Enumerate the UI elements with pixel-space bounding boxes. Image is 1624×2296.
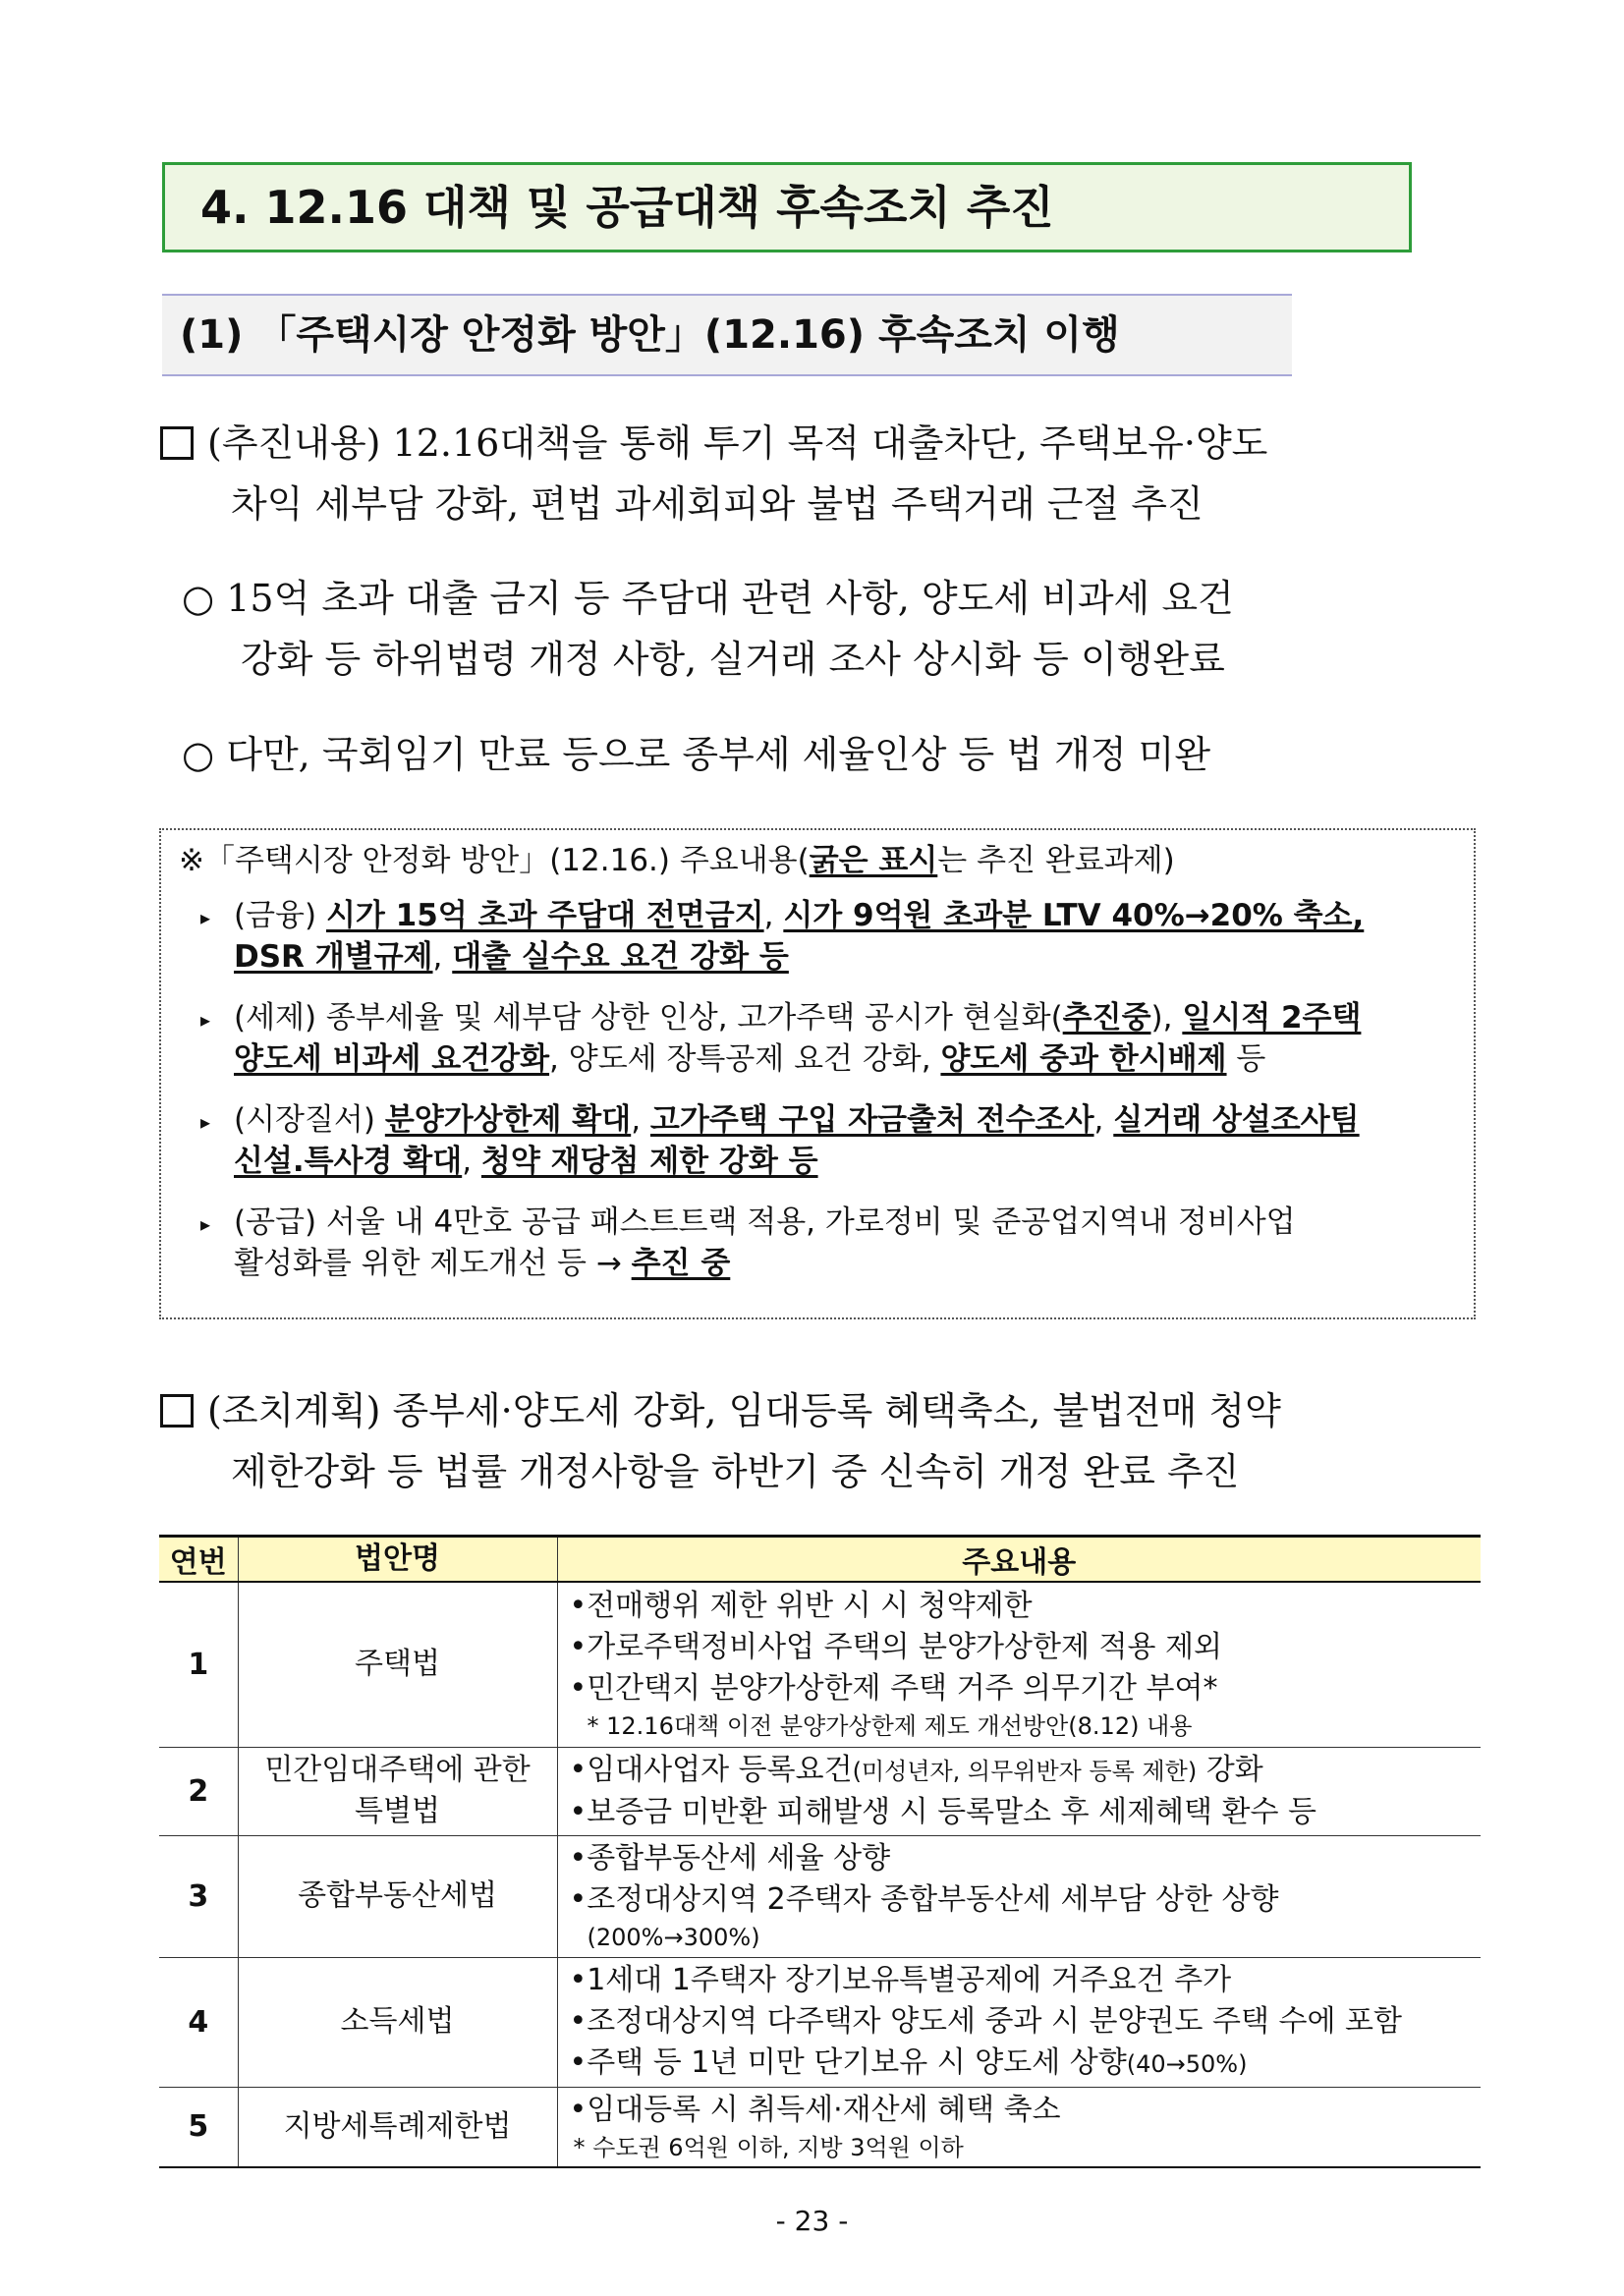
row-detail-line: •민간택지 분양가상한제 주택 거주 의무기간 부여*	[569, 1671, 1218, 1707]
note-tax-a: (세제) 종부세율 및 세부담 상한 인상, 고가주택 공시가 현실화(	[234, 1000, 1063, 1036]
checkbox-square-icon	[160, 1394, 194, 1428]
bullet1-line2: 강화 등 하위법령 개정 사항, 실거래 조사 상시화 등 이행완료	[241, 638, 1225, 681]
table-row	[159, 1747, 1481, 1835]
note-fin-u1: 시가 15억 초과 주담대 전면금지	[325, 898, 764, 933]
note-sup-a: (공급) 서울 내 4만호 공급 패스트트랙 적용, 가로정비 및 준공업지역내 정비사업	[234, 1204, 1296, 1240]
note-mkt-u1: 분양가상한제 확대	[384, 1102, 632, 1138]
triangle-bullet-icon: ▸	[200, 1212, 211, 1236]
row-law: 종합부동산세법	[238, 1835, 557, 1957]
note-tax-c: ),	[1150, 1000, 1183, 1036]
circle-bullet-icon: ○	[182, 733, 227, 776]
note-head-a: ※「주택시장 안정화 방안」(12.16.) 주요내용(	[179, 843, 810, 878]
row-details	[557, 1582, 1481, 1747]
note-tax-u2: 양도세 비과세 요건강화	[234, 1041, 550, 1077]
item-promotion-content	[160, 413, 1267, 534]
row-detail-note: (200%→300%)	[587, 1924, 760, 1951]
note-head-b: 는 추진 완료과제)	[937, 843, 1175, 878]
row-detail-part: •주택 등 1년 미만 단기보유 시 양도세 상향	[569, 2044, 1127, 2080]
note-tax-u1: 일시적 2주택	[1182, 1000, 1362, 1036]
page-number: - 23 -	[775, 2205, 849, 2237]
bullet1-line1: 15억 초과 대출 금지 등 주담대 관련 사항, 양도세 비과세 요건	[226, 577, 1234, 620]
row-no: 2	[159, 1747, 238, 1835]
table-row	[159, 1582, 1481, 1747]
row-detail-part: 강화	[1197, 1752, 1263, 1787]
item-action-plan	[160, 1380, 1281, 1502]
note-tax-b: 추진중	[1062, 1000, 1151, 1036]
row-law: 주택법	[238, 1582, 557, 1747]
item1-line2: 차익 세부담 강화, 편법 과세회피와 불법 주택거래 근절 추진	[231, 482, 1204, 526]
note-fin-u2: 시가 9억원 초과분 LTV 40%→20% 축소,	[783, 898, 1365, 933]
note-item-finance	[179, 895, 1456, 978]
row-details	[557, 1835, 1481, 1957]
header-no: 연번	[159, 1537, 238, 1583]
note-box	[159, 828, 1476, 1319]
triangle-bullet-icon: ▸	[200, 906, 211, 929]
row-no: 5	[159, 2087, 238, 2167]
row-law-line: 민간임대주택에 관한	[264, 1753, 531, 1787]
row-detail-line: •전매행위 제한 위반 시 시 청약제한	[569, 1589, 1033, 1624]
row-law: 소득세법	[238, 1957, 557, 2087]
note-mkt-sep1: ,	[631, 1102, 650, 1138]
row-law	[238, 1747, 557, 1835]
row-no: 4	[159, 1957, 238, 2087]
table-row	[159, 1835, 1481, 1957]
note-fin-u3: DSR 개별규제	[234, 939, 433, 975]
note-mkt-sep3: ,	[462, 1144, 481, 1179]
subsection-title: (1) 「주택시장 안정화 방안」(12.16) 후속조치 이행	[162, 294, 1292, 376]
note-mkt-u5: 청약 재당첨 제한 강화 등	[480, 1144, 818, 1179]
row-law-line: 특별법	[355, 1794, 440, 1828]
note-head-bold: 굵은 표시	[809, 843, 938, 878]
row-detail-line: •보증금 미반환 피해발생 시 등록말소 후 세제혜택 환수 등	[569, 1794, 1317, 1829]
note-item-tax	[179, 997, 1456, 1080]
row-law: 지방세특례제한법	[238, 2087, 557, 2167]
note-head	[179, 840, 1456, 881]
note-item-market	[179, 1099, 1456, 1182]
note-item-supply	[179, 1202, 1456, 1284]
header-law: 법안명	[238, 1537, 557, 1583]
row-details	[557, 1747, 1481, 1835]
row-detail-small: (40→50%)	[1126, 2049, 1248, 2078]
table-row	[159, 1957, 1481, 2087]
row-detail-line: •조정대상지역 2주택자 종합부동산세 세부담 상한 상향	[569, 1882, 1279, 1917]
note-fin-u4: 대출 실수요 요건 강화 등	[452, 939, 789, 975]
item1-line1: (추진내용) 12.16대책을 통해 투기 목적 대출차단, 주택보유·양도	[207, 421, 1268, 465]
row-no: 1	[159, 1582, 238, 1747]
triangle-bullet-icon: ▸	[200, 1008, 211, 1032]
row-details	[557, 2087, 1481, 2167]
row-detail-part: •임대사업자 등록요건	[569, 1752, 853, 1787]
section-title: 4. 12.16 대책 및 공급대책 후속조치 추진	[162, 162, 1412, 252]
table-header-row	[159, 1537, 1481, 1583]
row-detail-line: •1세대 1주택자 장기보유특별공제에 거주요건 추가	[569, 1962, 1232, 1997]
bullet-incomplete	[182, 724, 1210, 785]
note-fin-a: (금융)	[234, 898, 326, 933]
note-sup-b: 활성화를 위한 제도개선 등 →	[234, 1246, 632, 1281]
circle-bullet-icon: ○	[182, 577, 227, 620]
note-fin-sep1: ,	[763, 898, 784, 933]
bullet2-text: 다만, 국회임기 만료 등으로 종부세 세율인상 등 법 개정 미완	[226, 733, 1211, 776]
row-detail-small: (미성년자, 의무위반자 등록 제한)	[852, 1757, 1198, 1785]
note-sup-u: 추진 중	[631, 1246, 731, 1281]
row-no: 3	[159, 1835, 238, 1957]
note-tax-u3: 양도세 중과 한시배제	[940, 1041, 1227, 1077]
note-mkt-u4: 신설.특사경 확대	[234, 1144, 463, 1179]
row-detail-line: •가로주택정비사업 주택의 분양가상한제 적용 제외	[569, 1630, 1222, 1665]
row-detail-line: •임대등록 시 취득세·재산세 혜택 축소	[569, 2092, 1061, 2127]
table-row	[159, 2087, 1481, 2167]
triangle-bullet-icon: ▸	[200, 1110, 211, 1134]
header-details: 주요내용	[557, 1537, 1481, 1583]
bullet-completed	[182, 568, 1234, 690]
row-detail-line: •종합부동산세 세율 상향	[569, 1841, 891, 1876]
law-table	[159, 1535, 1481, 2168]
checkbox-square-icon	[160, 426, 194, 460]
note-mkt-sep2: ,	[1093, 1102, 1114, 1138]
note-mkt-u2: 고가주택 구입 자금출처 전수조사	[649, 1102, 1094, 1138]
row-detail-note: * 수도권 6억원 이하, 지방 3억원 이하	[573, 2133, 964, 2161]
note-tax-e: 등	[1226, 1041, 1266, 1077]
note-fin-sep2: ,	[432, 939, 453, 975]
row-detail-line: •조정대상지역 다주택자 양도세 중과 시 분양권도 주택 수에 포함	[569, 2003, 1402, 2039]
item2-line2: 제한강화 등 법률 개정사항을 하반기 중 신속히 개정 완료 추진	[231, 1450, 1240, 1493]
note-tax-d: , 양도세 장특공제 요건 강화,	[549, 1041, 941, 1077]
row-detail-note: * 12.16대책 이전 분양가상한제 제도 개선방안(8.12) 내용	[587, 1712, 1193, 1741]
item2-line1: (조치계획) 종부세·양도세 강화, 임대등록 혜택축소, 불법전매 청약	[207, 1389, 1281, 1432]
note-mkt-u3: 실거래 상설조사팀	[1113, 1102, 1360, 1138]
note-mkt-a: (시장질서)	[234, 1102, 385, 1138]
row-details	[557, 1957, 1481, 2087]
